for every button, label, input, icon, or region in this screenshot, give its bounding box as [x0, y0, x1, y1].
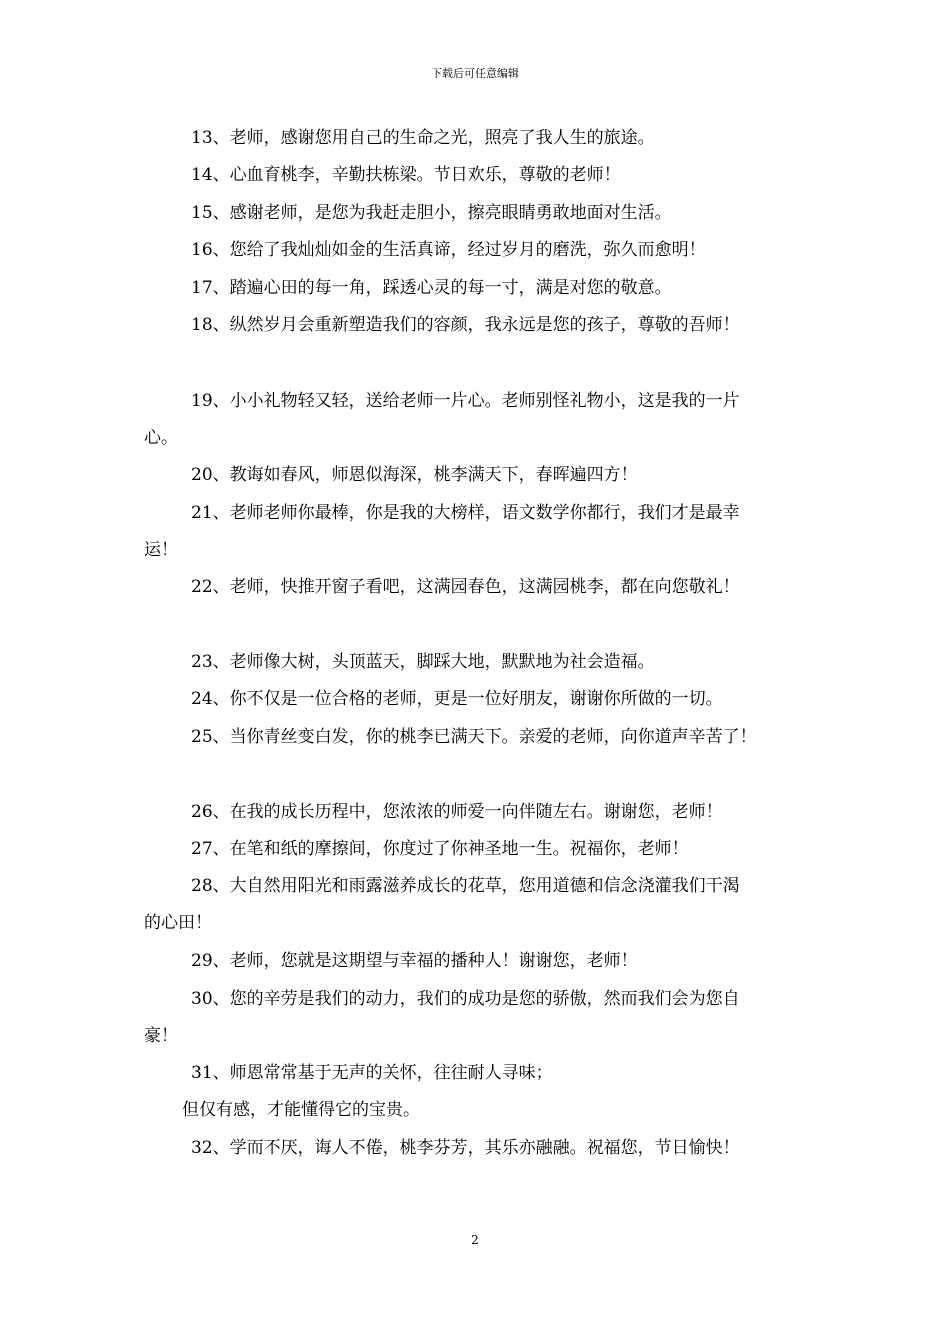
text-line: 16、您给了我灿灿如金的生活真谛，经过岁月的磨洗，弥久而愈明！ — [191, 240, 706, 260]
text-line: 23、老师像大树，头顶蓝天，脚踩大地，默默地为社会造福。 — [191, 652, 655, 672]
text-line: 25、当你青丝变白发，你的桃李已满天下。亲爱的老师，向你道声辛苦了！ — [191, 727, 757, 747]
text-line: 豪！ — [144, 1026, 178, 1046]
page-header: 下载后可任意编辑 — [431, 67, 519, 80]
text-line: 但仅有感，才能懂得它的宝贵。 — [182, 1100, 420, 1120]
text-line: 32、学而不厌，诲人不倦，桃李芬芳，其乐亦融融。祝福您，节日愉快！ — [191, 1138, 740, 1158]
text-line: 17、踏遍心田的每一角，踩透心灵的每一寸，满是对您的敬意。 — [191, 278, 672, 298]
text-line: 21、老师老师你最棒，你是我的大榜样，语文数学你都行，我们才是最幸 — [191, 503, 740, 523]
text-line: 心。 — [144, 428, 178, 448]
text-line: 29、老师，您就是这期望与幸福的播种人！谢谢您，老师！ — [191, 951, 638, 971]
text-line: 13、老师，感谢您用自己的生命之光，照亮了我人生的旅途。 — [191, 128, 655, 148]
text-line: 28、大自然用阳光和雨露滋养成长的花草，您用道德和信念浇灌我们干渴 — [191, 876, 740, 896]
text-line: 18、纵然岁月会重新塑造我们的容颜，我永远是您的孩子，尊敬的吾师！ — [191, 315, 740, 335]
text-line: 22、老师，快推开窗子看吧，这满园春色，这满园桃李，都在向您敬礼！ — [191, 577, 740, 597]
page-number: 2 — [471, 1233, 479, 1247]
text-line: 的心田！ — [144, 913, 212, 933]
text-line: 31、师恩常常基于无声的关怀，往往耐人寻味； — [191, 1063, 553, 1083]
text-line: 24、你不仅是一位合格的老师，更是一位好朋友，谢谢你所做的一切。 — [191, 689, 723, 709]
text-line: 19、小小礼物轻又轻，送给老师一片心。老师别怪礼物小，这是我的一片 — [191, 391, 740, 411]
text-line: 30、您的辛劳是我们的动力，我们的成功是您的骄傲，然而我们会为您自 — [191, 989, 740, 1009]
text-line: 26、在我的成长历程中，您浓浓的师爱一向伴随左右。谢谢您，老师！ — [191, 802, 723, 822]
text-line: 27、在笔和纸的摩擦间，你度过了你神圣地一生。祝福你，老师！ — [191, 839, 689, 859]
text-line: 运！ — [144, 540, 178, 560]
text-line: 15、感谢老师，是您为我赶走胆小，擦亮眼睛勇敢地面对生活。 — [191, 203, 672, 223]
text-line: 14、心血育桃李，辛勤扶栋梁。节日欢乐，尊敬的老师！ — [191, 165, 621, 185]
text-line: 20、教诲如春风，师恩似海深，桃李满天下，春晖遍四方！ — [191, 465, 638, 485]
